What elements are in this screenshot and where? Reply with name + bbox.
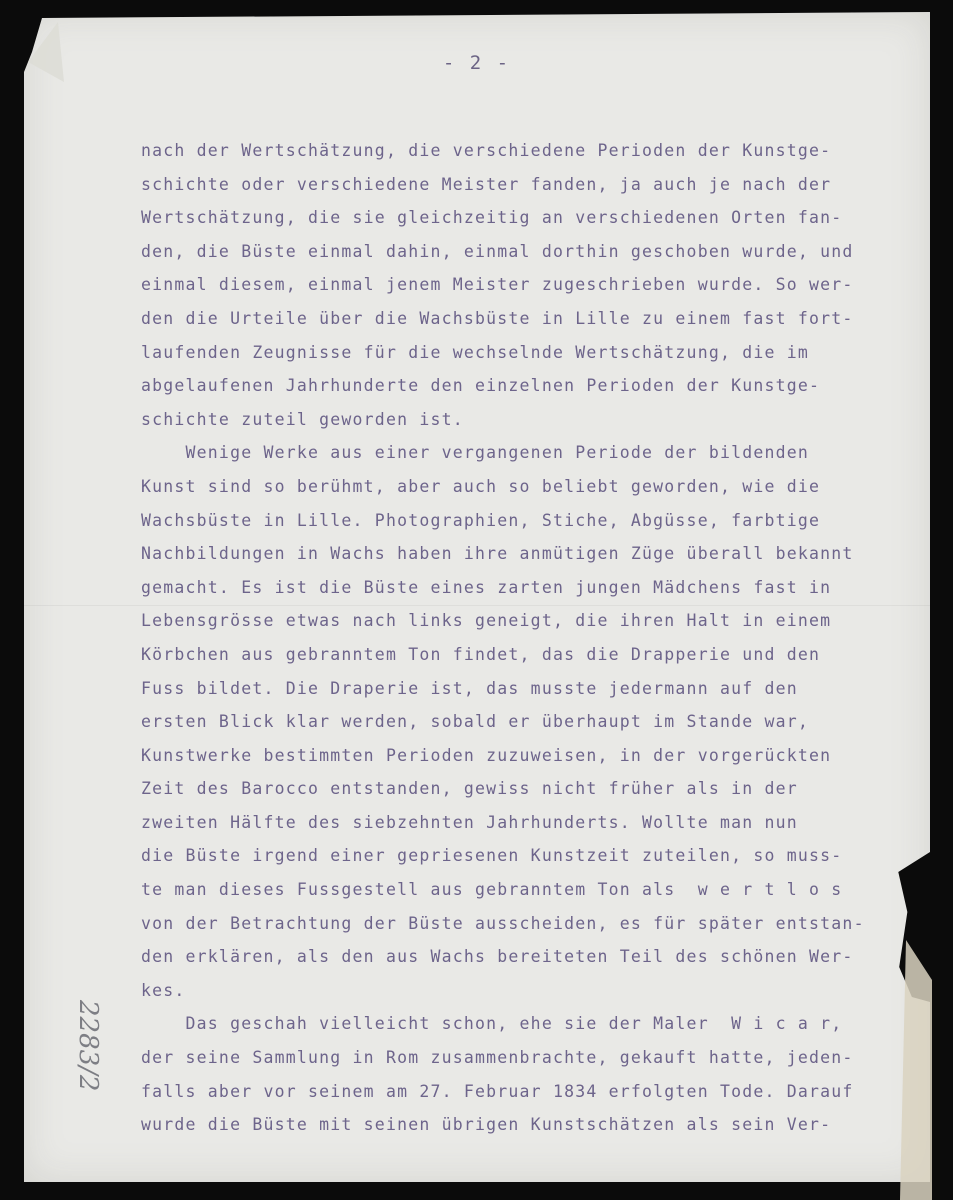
text-line: Fuss bildet. Die Draperie ist, das musste jedermann auf den [141,678,798,698]
page-number: - 2 - [442,52,511,74]
text-line: Nachbildungen in Wachs haben ihre anmütigen Züge überall bekannt [141,544,854,564]
text-line: Wachsbüste in Lille. Photographien, Stiche, Abgüsse, farbtige [141,510,821,530]
text-line: den die Urteile über die Wachsbüste in Lille zu einem fast fort- [141,308,854,328]
text-line: den, die Büste einmal dahin, einmal dorthin geschoben wurde, und [141,241,854,261]
text-line: nach der Wertschätzung, die verschiedene Perioden der Kunstge- [141,141,832,160]
text-line: ersten Blick klar werden, sobald er überhaupt im Stande war, [141,712,810,732]
text-line: wurde die Büste mit seinen übrigen Kunstschätzen als sein Ver- [141,1115,832,1135]
text-line: den erklären, als den aus Wachs bereiteten Teil des schönen Wer- [141,947,854,967]
text-line: von der Betrachtung der Büste ausscheiden, es für später entstan- [141,913,865,933]
text-line: Wenige Werke aus einer vergangenen Periode der bildenden [141,443,810,463]
torn-edge [900,940,932,1200]
text-line: kes. [141,980,186,1000]
text-line: der seine Sammlung in Rom zusammenbrachte, gekauft hatte, jeden- [141,1048,854,1068]
archive-pencil-mark: 2283/2 [73,1000,103,1092]
text-line: te man dieses Fussgestell aus gebranntem Ton als w e r t l o s [141,880,843,900]
text-line: schichte oder verschiedene Meister fanden, ja auch je nach der [141,174,832,194]
text-line: Lebensgrösse etwas nach links geneigt, die ihren Halt in einem [141,611,832,631]
typewritten-body [141,134,871,1142]
text-line: falls aber vor seinem am 27. Februar 1834 erfolgten Tode. Darauf [141,1081,854,1101]
text-line: zweiten Hälfte des siebzehnten Jahrhunderts. Wollte man nun [141,812,798,832]
text-line: laufenden Zeugnisse für die wechselnde Wertschätzung, die im [141,342,810,362]
text-line: die Büste irgend einer gepriesenen Kunstzeit zuteilen, so muss- [141,846,843,866]
text-line: Körbchen aus gebranntem Ton findet, das die Drapperie und den [141,644,821,664]
text-line: einmal diesem, einmal jenem Meister zugeschrieben wurde. So wer- [141,275,854,295]
text-line: gemacht. Es ist die Büste eines zarten jungen Mädchens fast in [141,577,832,597]
text-line: schichte zuteil geworden ist. [141,409,464,429]
text-line: Kunstwerke bestimmten Perioden zuzuweisen, in der vorgerückten [141,745,832,765]
text-line: Wertschätzung, die sie gleichzeitig an verschiedenen Orten fan- [141,208,843,228]
text-line: abgelaufenen Jahrhunderte den einzelnen Perioden der Kunstge- [141,376,821,396]
text-line: Kunst sind so berühmt, aber auch so beliebt geworden, wie die [141,476,821,496]
text-line: Das geschah vielleicht schon, ehe sie der Maler W i c a r, [141,1014,843,1034]
text-line: Zeit des Barocco entstanden, gewiss nicht früher als in der [141,779,798,799]
